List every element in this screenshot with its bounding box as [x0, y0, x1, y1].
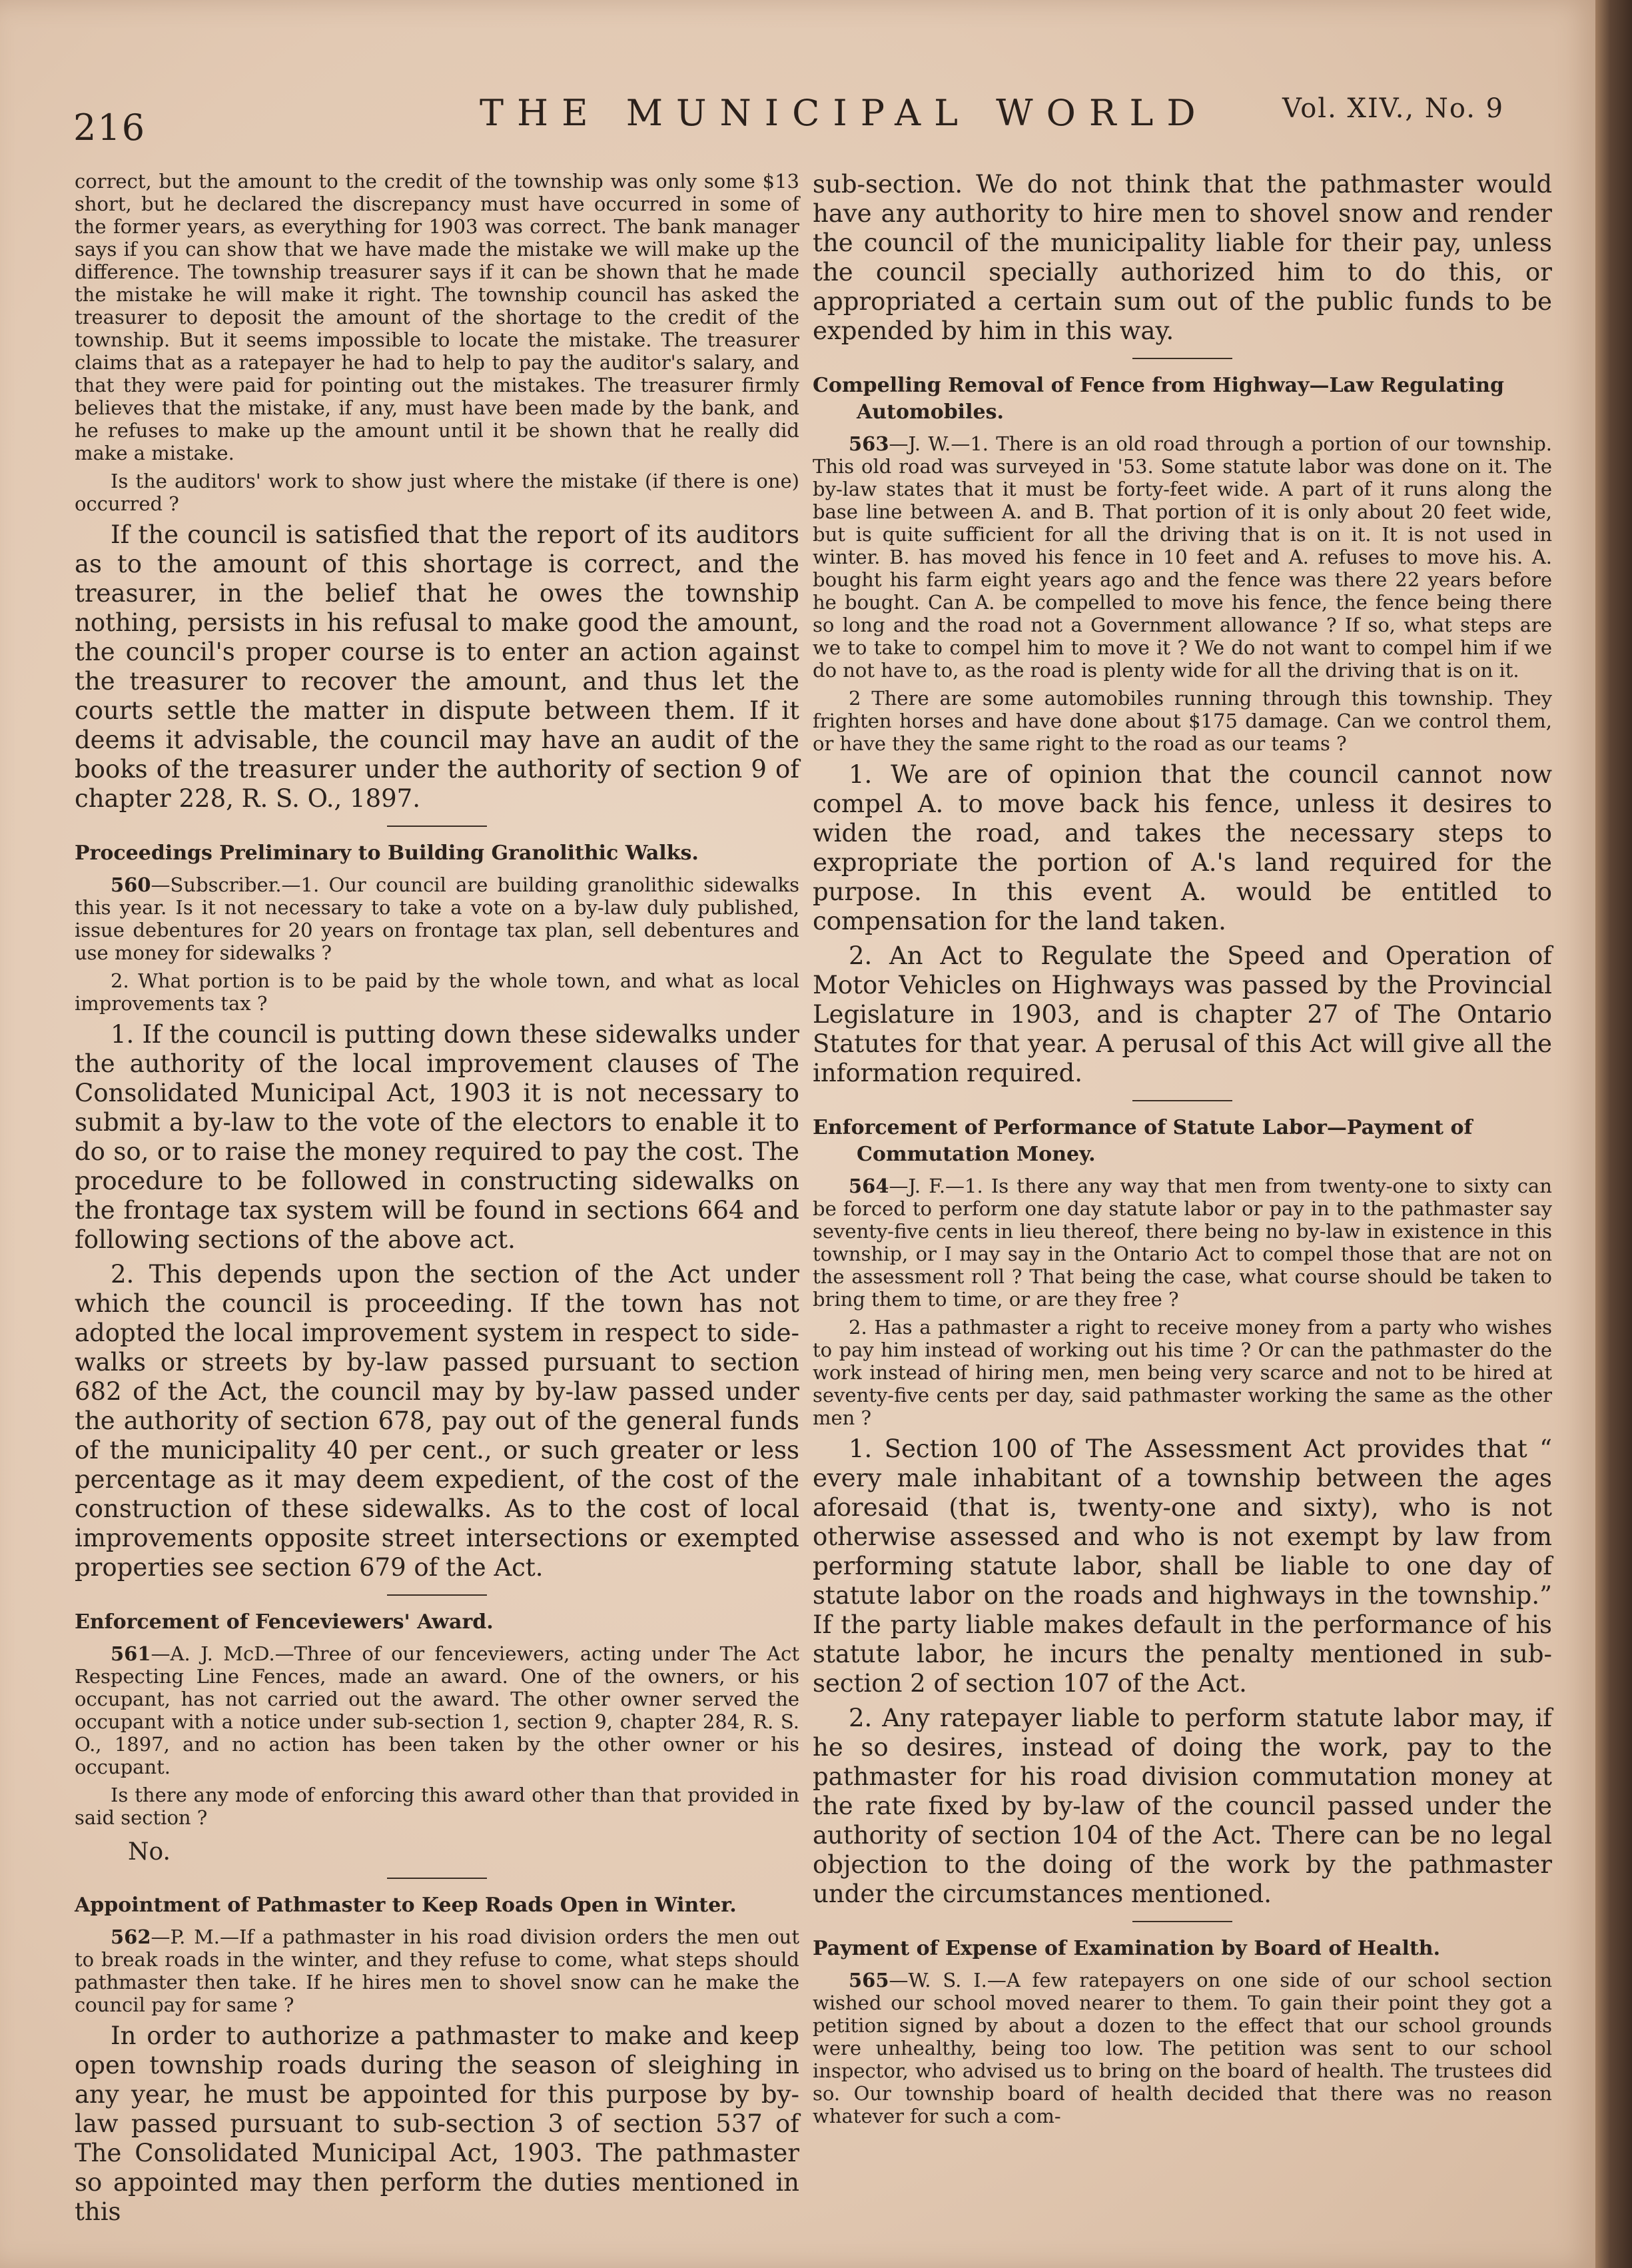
question-number: 564: [849, 1175, 889, 1197]
question-number: 560: [111, 873, 151, 896]
question-562: [75, 1926, 799, 2016]
question-text: —P. M.—If a pathmaster in his road division orders the men out to break roads in the winter, and they refuse to come, what steps should pathmaster then take. If he hires men to shovel snow can he make the council pay for same ?: [75, 1926, 799, 2016]
heading-562: Appointment of Pathmaster to Keep Roads Open in Winter.: [75, 1894, 737, 1917]
page-number: 216: [73, 107, 147, 149]
question-number: 565: [849, 1969, 889, 1991]
left-answer-paragraph: If the council is satisfied that the report of its auditors as to the amount of this shortage is correct, and the treasurer, in the belief that he owes the township nothing, persists in his refusal to make good the amount, the council's proper course is to enter an action against the treasurer to recover the amount, and thus let the courts settle the matter in dispute between them. If it deems it advisable, the council may have an audit of the books of the treasurer under the authority of section 9 of chapter 228, R. S. O., 1897.: [75, 520, 799, 813]
question-563: [813, 432, 1552, 682]
left-column: [75, 170, 799, 2226]
section-divider: [387, 826, 487, 827]
heading-563-line-2: Automobiles.: [857, 400, 1004, 424]
section-divider: [1132, 1100, 1232, 1101]
question-564: [813, 1175, 1552, 1311]
question-560-part-2: 2. What portion is to be paid by the whole town, and what as local improvements tax ?: [75, 969, 799, 1015]
right-column: [813, 170, 1552, 2209]
section-divider: [1132, 1921, 1232, 1922]
heading-563-line-1: Compelling Removal of Fence from Highway—Law Regulating: [813, 374, 1504, 397]
answer-561: No.: [128, 1838, 171, 1866]
question-number: 562: [111, 1926, 151, 1948]
answer-562: In order to authorize a pathmaster to make and keep open township roads during the season of sleighing in any year, he must be appointed for this purpose by by-law passed pursuant to sub-section 3 of section 537 of The Consolidated Municipal Act, 1903. The pathmaster so appointed may then perform the duties mentioned in this: [75, 2021, 799, 2226]
right-paragraph-1: sub-section. We do not think that the pathmaster would have any authority to hire men to shovel snow and render the council of the municipality liable for their pay, unless the council specially authorized him to do this, or appropriated a certain sum out of the public funds to be expended by him in this way.: [813, 170, 1552, 345]
heading-564-line-1: Enforcement of Performance of Statute Labor—Payment of: [813, 1116, 1473, 1139]
question-number: 561: [111, 1642, 151, 1665]
heading-563: [813, 372, 1552, 426]
heading-565: Payment of Expense of Examination by Board of Health.: [813, 1937, 1441, 1960]
heading-564: [813, 1115, 1552, 1168]
left-paragraph-1: correct, but the amount to the credit of the township was only some $13 short, but he declared the discrepancy must have occurred in some of the former years, as everything for 1903 was correct. The bank manager says if you can show that we have made the mistake we will make up the difference. The township treasurer says if it can be shown that he made the mistake he will make it right. The township council has asked the treasurer to deposit the amount of the shortage to the credit of the township. But it seems impossible to locate the mistake. The treasurer claims that as a ratepayer he had to help to pay the auditor's salary, and that they were paid for pointing out the mistakes. The treasurer firmly believes that the mistake, if any, must have been made by the bank, and he refuses to make up the amount until it be shown that he really did make a mistake.: [75, 170, 799, 464]
answer-564-2: 2. Any ratepayer liable to perform statute labor may, if he so desires, instead of doing the work, pay to the pathmaster for his road division commutation money at the rate fixed by by-law of the council passed under the authority of section 104 of the Act. There can be no legal objection to the doing of the work by the pathmaster under the circumstances mentioned.: [813, 1704, 1552, 1908]
question-number: 563: [849, 432, 889, 455]
book-spine-shadow: [1595, 0, 1632, 2268]
question-560: [75, 873, 799, 964]
volume-number: Vol. XIV., No. 9: [1282, 93, 1505, 124]
heading-564-line-2: Commutation Money.: [857, 1143, 1096, 1166]
section-divider: [1132, 358, 1232, 359]
section-divider: [387, 1594, 487, 1596]
question-565: [813, 1969, 1552, 2127]
section-divider: [387, 1878, 487, 1879]
question-text: —J. F.—1. Is there any way that men from twenty-one to sixty can be forced to perform one day statute labor or pay in to the pathmaster say seventy-five cents in lieu thereof, there being no by-law in existence in this township, or I may say in the Ontario Act to compel those that are not on the assessment roll ? That being the case, what course should be taken to bring them to time, or are they free ?: [813, 1175, 1552, 1311]
question-text: —W. S. I.—A few ratepayers on one side of our school section wished our school moved nearer to them. To gain their point they got a petition signed by about a dozen to the effect that our school grounds were unhealthy, being too low. The petition was sent to our school inspector, who advised us to bring on the board of health. The trustees did so. Our township board of health decided that there was no reason whatever for such a com-: [813, 1969, 1552, 2127]
question-text: —A. J. McD.—Three of our fenceviewers, acting under The Act Respecting Line Fences, made an award. One of the owners, or his occupant, has not carried out the award. The other owner served the occupant with a notice under sub-section 1, section 9, chapter 284, R. S. O., 1897, and no action has been taken by the other owner or his occupant.: [75, 1642, 799, 1778]
left-paragraph-2: Is the auditors' work to show just where the mistake (if there is one) occurred ?: [75, 470, 799, 515]
running-title: THE MUNICIPAL WORLD: [480, 92, 1209, 134]
question-text: —Subscriber.—1. Our council are building granolithic sidewalks this year. Is it not necessary to take a vote on a by-law duly published, issue debentures for 20 years on frontage tax plan, sell debentures and use money for sidewalks ?: [75, 873, 799, 964]
answer-563-2: 2. An Act to Regulate the Speed and Operation of Motor Vehicles on Highways was passed by the Provincial Legislature in 1903, and is chapter 27 of The Ontario Statutes for that year. A perusal of this Act will give all the information required.: [813, 941, 1552, 1087]
question-564-part-2: 2. Has a pathmaster a right to receive money from a party who wishes to pay him instead of working out his time ? Or can the pathmaster do the work instead of hiring men, men being very scarce and not to be hired at seventy-five cents per day, said pathmaster working the same as the other men ?: [813, 1316, 1552, 1429]
question-561: [75, 1642, 799, 1778]
heading-560: Proceedings Preliminary to Building Granolithic Walks.: [75, 842, 699, 865]
question-text: —J. W.—1. There is an old road through a portion of our township. This old road was surveyed in '53. Some statute labor was done on it. The by-law states that it must be forty-feet wide. A part of it runs along the base line between A. and B. That portion of it is only about 20 feet wide, but is quite sufficient for all the driving that is on it. It is not used in winter. B. has moved his fence in 10 feet and A. refuses to move his. A. bought his farm eight years ago and the fence was there 22 years before he bought. Can A. be compelled to move his fence, the fence being there so long and the road not a Government allowance ? If so, what steps are we to take to compel him to move it ? We do not want to compel him if we do not have to, as the road is plenty wide for all the driving that is on it.: [813, 432, 1552, 682]
answer-560-2: 2. This depends upon the section of the Act under which the council is proceeding. If the town has not adopted the local improvement system in respect to side-walks or streets by by-law passed pursuant to section 682 of the Act, the council may by by-law passed under the authority of section 678, pay out of the general funds of the municipality 40 per cent., or such greater or less percentage as it may deem expedient, of the cost of the construction of these sidewalks. As to the cost of local improvements opposite street intersections or exempted properties see section 679 of the Act.: [75, 1260, 799, 1582]
heading-561: Enforcement of Fenceviewers' Award.: [75, 1610, 494, 1634]
answer-563-1: 1. We are of opinion that the council cannot now compel A. to move back his fence, unless it desires to widen the road, and takes the necessary steps to expropriate the portion of A.'s land required for the purpose. In this event A. would be entitled to compensation for the land taken.: [813, 760, 1552, 935]
question-563-part-2: 2 There are some automobiles running through this township. They frighten horses and have done about $175 damage. Can we control them, or have they the same right to the road as our teams ?: [813, 687, 1552, 755]
answer-560-1: 1. If the council is putting down these sidewalks under the authority of the local improvement clauses of The Consolidated Municipal Act, 1903 it is not necessary to submit a by-law to the vote of the electors to enable it to do so, or to raise the money required to pay the cost. The procedure to be followed in constructing sidewalks on the frontage tax system will be found in sections 664 and following sections of the above act.: [75, 1020, 799, 1254]
question-561-part-2: Is there any mode of enforcing this award other than that provided in said section ?: [75, 1784, 799, 1829]
answer-564-1: 1. Section 100 of The Assessment Act provides that “ every male inhabitant of a township between the ages aforesaid (that is, twenty-one and sixty), who is not otherwise assessed and who is not exempt by law from performing statute labor, shall be liable to one day of statute labor on the roads and highways in the township.” If the party liable makes default in the performance of his statute labor, he incurs the penalty mentioned in sub-section 2 of section 107 of the Act.: [813, 1434, 1552, 1698]
